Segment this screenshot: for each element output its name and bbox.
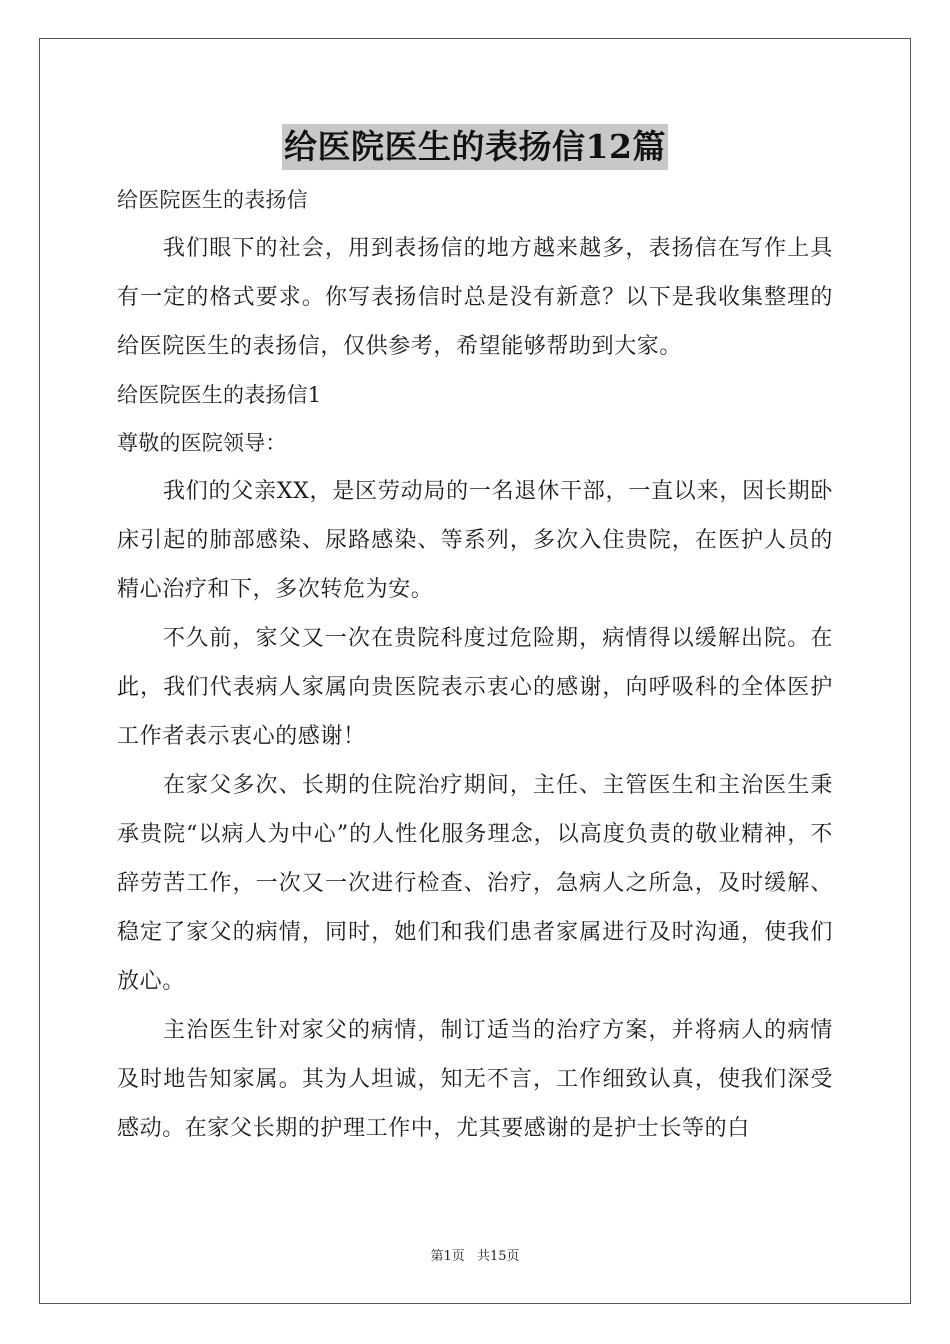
document-subtitle: 给医院医生的表扬信 <box>117 188 308 212</box>
page-footer <box>0 1245 950 1264</box>
salutation: 尊敬的医院领导： <box>117 431 287 455</box>
letter-heading: 给医院医生的表扬信1 <box>117 383 322 407</box>
total-pages: 共15页 <box>476 1249 520 1264</box>
document-title: 给医院医生的表扬信12篇 <box>282 124 668 170</box>
body-paragraph: 在家父多次、长期的住院治疗期间，主任、主管医生和主治医生秉承贵院“以病人为中心”的人性化服务理念，以高度负责的敬业精神，不辞劳苦工作，一次又一次进行检查、治疗，急病人之所急，及时缓解、稳定了家父的病情，同时，她们和我们患者家属进行及时沟通，使我们放心。 <box>117 773 833 994</box>
body-paragraph: 不久前，家父又一次在贵院科度过危险期，病情得以缓解出院。在此，我们代表病人家属向贵医院表示衷心的感谢，向呼吸科的全体医护工作者表示衷心的感谢！ <box>117 626 833 749</box>
body-paragraph: 我们的父亲XX，是区劳动局的一名退休干部，一直以来，因长期卧床引起的肺部感染、尿路感染、等系列，多次入住贵院，在医护人员的精心治疗和下，多次转危为安。 <box>117 479 833 602</box>
title-container <box>0 124 950 170</box>
intro-paragraph: 我们眼下的社会，用到表扬信的地方越来越多，表扬信在写作上具有一定的格式要求。你写表扬信时总是没有新意？以下是我收集整理的给医院医生的表扬信，仅供参考，希望能够帮助到大家。 <box>117 236 833 359</box>
body-paragraph: 主治医生针对家父的病情，制订适当的治疗方案，并将病人的病情及时地告知家属。其为人坦诚，知无不言，工作细致认真，使我们深受感动。在家父长期的护理工作中，尤其要感谢的是护士长等的白 <box>117 1018 833 1141</box>
page-number: 第1页 <box>430 1249 465 1264</box>
document-body <box>117 176 833 1153</box>
